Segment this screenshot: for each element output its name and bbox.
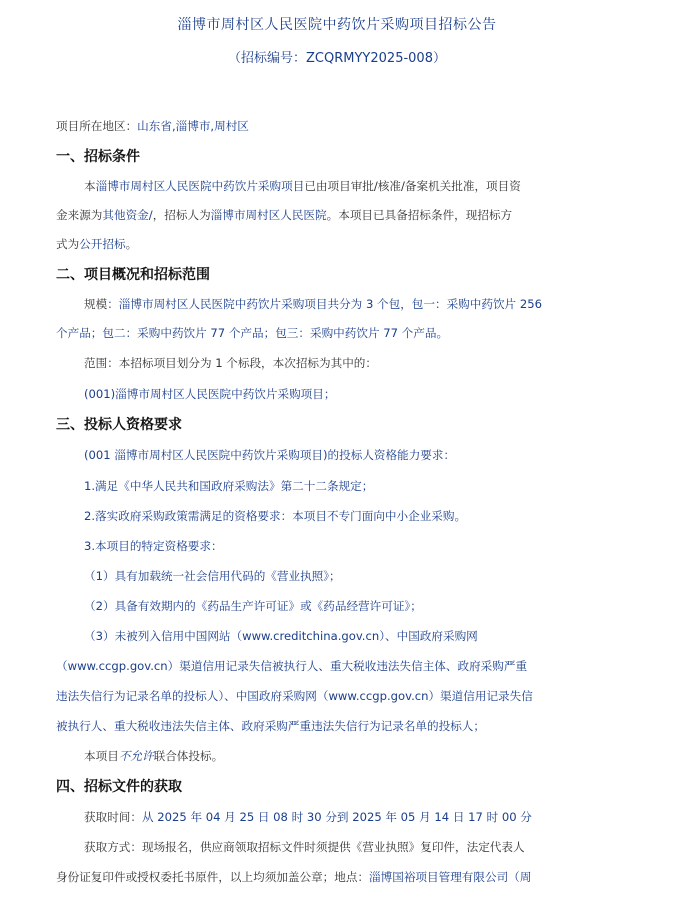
agency-name: 淄博国裕项目管理有限公司（周	[369, 870, 532, 884]
paragraph-line	[56, 236, 137, 252]
tender-method: 公开招标	[79, 237, 126, 251]
project-location	[56, 118, 249, 134]
requirement-3-3: （3）未被列入信用中国网站（www.creditchina.gov.cn）、中国政府采购网	[84, 629, 478, 643]
acquisition-time	[84, 809, 532, 825]
text-run: 获取时间：	[84, 810, 142, 824]
text-run: 本项目	[84, 749, 119, 763]
section-heading-4: 四、招标文件的获取	[56, 779, 182, 795]
qualification-intro: (001 淄博市周村区人民医院中药饮片采购项目)的投标人资格能力要求：	[84, 448, 456, 462]
tender-code: （招标编号：ZCQRMYY2025-008）	[228, 51, 446, 66]
location-label: 项目所在地区：	[56, 119, 138, 133]
consortium-value: 不允许	[118, 749, 154, 763]
project-name: 淄博市周村区人民医院中药饮片采购项目	[95, 179, 305, 193]
text-run: 本	[84, 179, 96, 193]
scope-text: 范围：本招标项目划分为 1 个标段，本次招标为其中的：	[84, 356, 377, 370]
requirement-2: 2.落实政府采购政策需满足的资格要求：本项目不专门面向中小企业采购。	[84, 509, 467, 523]
time-value: 从 2025 年 04 月 25 日 08 时 30 分到 2025 年 05 月 14 日 17 时 00 分	[141, 810, 532, 824]
text-run: 已由项目审批/核准/备案机关批准，项目资	[304, 179, 521, 193]
text-run: 金来源为	[56, 208, 103, 222]
text-run: 联合体投标。	[153, 749, 224, 763]
scale-text-cont: 个产品；包二：采购中药饮片 77 个产品；包三：采购中药饮片 77 个产品。	[56, 326, 449, 340]
text-run: 式为	[56, 237, 80, 251]
paragraph-line	[56, 207, 512, 223]
paragraph-line	[84, 178, 521, 194]
tenderer-name: 淄博市周村区人民医院	[210, 208, 327, 222]
section-heading-2: 二、项目概况和招标范围	[56, 267, 210, 283]
scale-text: ：淄博市周村区人民医院中药饮片采购项目共分为 3 个包，包一：采购中药饮片 256	[107, 297, 542, 311]
section-heading-1: 一、招标条件	[56, 149, 140, 165]
text-run: 规模	[84, 297, 108, 311]
text-run: 。本项目已具备招标条件，现招标方	[326, 208, 513, 222]
requirement-3: 3.本项目的特定资格要求：	[84, 539, 223, 553]
requirement-3-3-cont: 被执行人、重大税收违法失信主体、政府采购严重违法失信行为记录名单的投标人；	[56, 719, 485, 733]
section-heading-3: 三、投标人资格要求	[56, 417, 182, 433]
location-value: 山东省,淄博市,周村区	[137, 119, 249, 133]
acquisition-method: 获取方式：现场报名，供应商领取招标文件时须提供《营业执照》复印件，法定代表人	[84, 840, 525, 854]
text-run: 。	[125, 237, 138, 251]
lot-item: (001)淄博市周村区人民医院中药饮片采购项目；	[84, 387, 336, 401]
acquisition-method-cont	[56, 869, 531, 885]
requirement-3-2: （2）具备有效期内的《药品生产许可证》或《药品经营许可证》；	[84, 599, 422, 613]
requirement-3-3-cont: （www.ccgp.gov.cn）渠道信用记录失信被执行人、重大税收违法失信主体、政府采购严重	[56, 659, 528, 673]
paragraph-line	[84, 296, 542, 312]
requirement-3-1: （1）具有加载统一社会信用代码的《营业执照》；	[84, 569, 341, 583]
text-run: 身份证复印件或授权委托书原件，以上均须加盖公章；地点：	[56, 870, 370, 884]
requirement-1: 1.满足《中华人民共和国政府采购法》第二十二条规定；	[84, 479, 374, 493]
page-title: 淄博市周村区人民医院中药饮片采购项目招标公告	[177, 17, 497, 33]
text-run: ，招标人为	[152, 208, 211, 222]
consortium-note	[84, 748, 223, 764]
fund-source: 其他资金/	[102, 208, 153, 222]
requirement-3-3-cont: 违法失信行为记录名单的投标人）、中国政府采购网（www.ccgp.gov.cn）渠道信用记录失信	[56, 689, 533, 703]
